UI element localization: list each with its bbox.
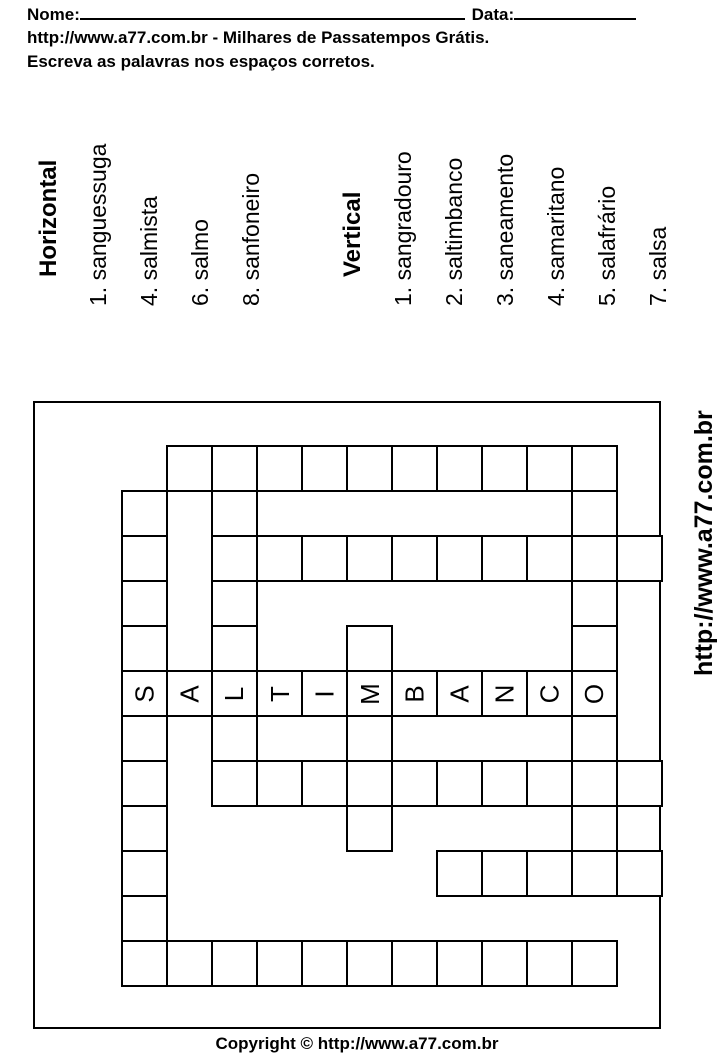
grid-cell[interactable] [436,940,483,987]
grid-cell[interactable] [436,670,483,717]
grid-cell[interactable] [166,445,213,492]
date-label: Data: [471,5,515,24]
name-label: Nome: [27,5,80,24]
grid-cell[interactable] [391,445,438,492]
grid-cell[interactable] [571,580,618,627]
grid-cell[interactable] [391,760,438,807]
grid-cell[interactable] [211,760,258,807]
grid-cell[interactable] [571,805,618,852]
cell-letter: B [399,684,430,703]
grid-cell[interactable] [616,850,663,897]
grid-cell[interactable] [391,670,438,717]
grid-cell[interactable] [481,940,528,987]
grid-cell[interactable] [211,625,258,672]
grid-cell[interactable] [256,670,303,717]
grid-cell[interactable] [571,940,618,987]
horizontal-clue: 4. salmista [136,196,162,306]
grid-cell[interactable] [121,850,168,897]
grid-cell[interactable] [526,535,573,582]
grid-cell[interactable] [121,805,168,852]
cell-letter: T [264,685,295,702]
cell-letter: A [174,684,205,703]
grid-cell[interactable] [166,940,213,987]
side-url: http://www.a77.com.br [690,410,718,676]
grid-cell[interactable] [436,760,483,807]
grid-cell[interactable] [301,940,348,987]
grid-cell[interactable] [571,670,618,717]
name-field[interactable] [80,3,465,20]
grid-cell[interactable] [121,895,168,942]
grid-cell[interactable] [121,490,168,537]
cell-letter: C [534,684,565,703]
horizontal-clue: 8. sanfoneiro [238,173,264,306]
grid-cell[interactable] [436,535,483,582]
cell-letter: N [489,684,520,703]
grid-cell[interactable] [211,445,258,492]
cell-letter: A [444,684,475,703]
crossword-frame [33,401,661,1029]
grid-cell[interactable] [481,445,528,492]
grid-cell[interactable] [301,760,348,807]
grid-cell[interactable] [121,940,168,987]
vertical-clue: 1. sangradouro [390,151,416,306]
grid-cell[interactable] [301,670,348,717]
grid-cell[interactable] [256,940,303,987]
grid-cell[interactable] [616,760,663,807]
grid-cell[interactable] [526,670,573,717]
grid-cell[interactable] [301,535,348,582]
grid-cell[interactable] [436,445,483,492]
grid-cell[interactable] [346,760,393,807]
grid-cell[interactable] [571,760,618,807]
grid-cell[interactable] [121,625,168,672]
grid-cell[interactable] [121,760,168,807]
grid-cell[interactable] [121,670,168,717]
cell-letter: L [219,686,250,701]
vertical-clue: 4. samaritano [543,166,569,306]
grid-cell[interactable] [526,760,573,807]
grid-cell[interactable] [211,580,258,627]
grid-cell[interactable] [211,490,258,537]
grid-cell[interactable] [481,850,528,897]
grid-cell[interactable] [256,535,303,582]
grid-cell[interactable] [346,715,393,762]
cell-letter: M [354,682,385,705]
grid-cell[interactable] [211,715,258,762]
cell-letter: I [309,689,340,698]
grid-cell[interactable] [526,850,573,897]
grid-cell[interactable] [481,535,528,582]
name-date-line [27,3,636,25]
footer-copyright: Copyright © http://www.a77.com.br [215,1034,499,1053]
grid-cell[interactable] [571,490,618,537]
grid-cell[interactable] [256,760,303,807]
instructions: Escreva as palavras nos espaços corretos. [27,52,375,71]
site-line: http://www.a77.com.br - Milhares de Passatempos Grátis. [27,28,490,47]
vertical-clue: 5. salafrário [594,185,620,306]
vertical-clue: 2. saltimbanco [441,157,467,306]
grid-cell[interactable] [571,625,618,672]
cell-letter: S [129,684,160,703]
grid-cell[interactable] [481,670,528,717]
grid-cell[interactable] [571,445,618,492]
grid-cell[interactable] [121,715,168,762]
grid-cell[interactable] [571,535,618,582]
grid-cell[interactable] [616,535,663,582]
grid-cell[interactable] [211,670,258,717]
grid-cell[interactable] [346,445,393,492]
grid-cell[interactable] [256,445,303,492]
horizontal-title: Horizontal [35,159,62,277]
grid-cell[interactable] [346,940,393,987]
grid-cell[interactable] [211,535,258,582]
grid-cell[interactable] [301,445,348,492]
grid-cell[interactable] [481,760,528,807]
grid-cell[interactable] [571,715,618,762]
grid-cell[interactable] [166,670,213,717]
date-field[interactable] [514,3,636,20]
grid-cell[interactable] [121,535,168,582]
horizontal-clue: 1. sanguessuga [85,143,111,306]
grid-cell[interactable] [346,670,393,717]
horizontal-clue: 6. salmo [187,219,213,306]
grid-cell[interactable] [346,805,393,852]
grid-cell[interactable] [346,535,393,582]
grid-cell[interactable] [211,940,258,987]
grid-cell[interactable] [121,580,168,627]
grid-cell[interactable] [571,850,618,897]
vertical-clue: 7. salsa [645,226,671,306]
grid-cell[interactable] [346,625,393,672]
grid-cell[interactable] [526,445,573,492]
grid-cell[interactable] [526,940,573,987]
vertical-clue: 3. saneamento [492,153,518,306]
grid-cell[interactable] [436,850,483,897]
cell-letter: O [579,683,610,704]
grid-cell[interactable] [391,535,438,582]
vertical-title: Vertical [339,191,366,277]
grid-cell[interactable] [391,940,438,987]
